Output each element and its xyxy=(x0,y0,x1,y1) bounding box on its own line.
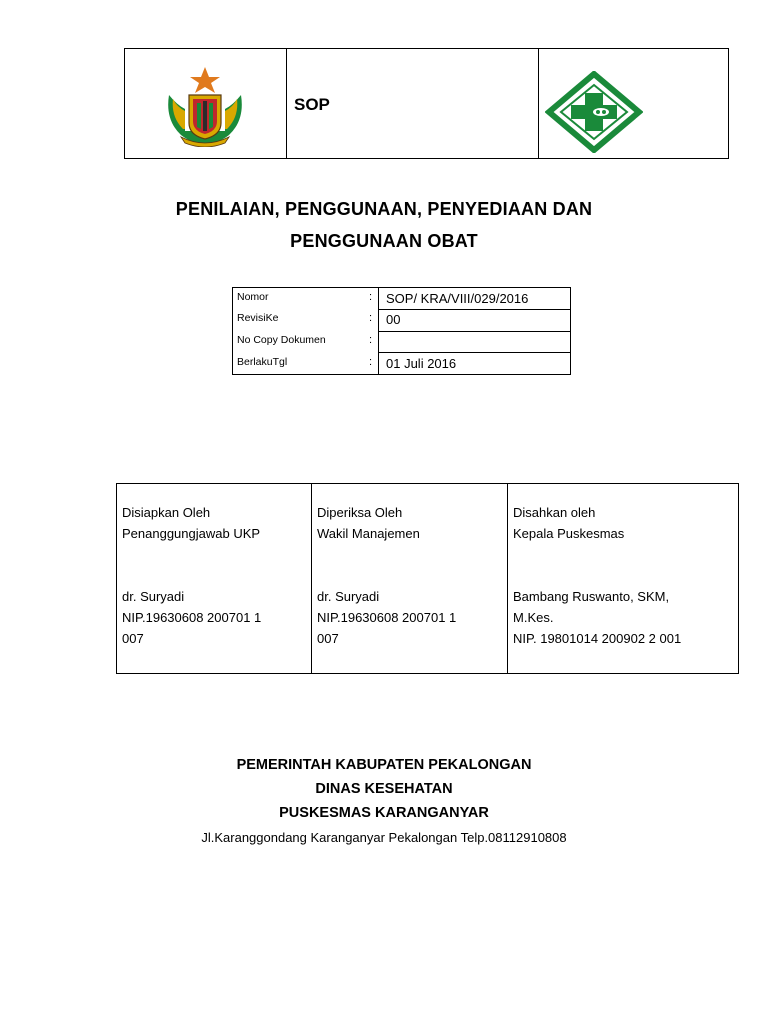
signature-column-checked xyxy=(312,484,508,673)
header-title-cell xyxy=(287,49,539,158)
signature-nip: NIP. 19801014 200902 2 001 xyxy=(513,631,682,646)
info-line-right xyxy=(570,287,571,375)
info-value: 00 xyxy=(386,312,401,327)
info-colon: : xyxy=(369,312,373,324)
signature-role: Penanggungjawab UKP xyxy=(122,526,261,541)
info-colon: : xyxy=(369,334,373,346)
signature-name: Bambang Ruswanto, SKM, xyxy=(513,589,670,604)
signature-nip-cont: 007 xyxy=(122,631,144,646)
info-value: SOP/ KRA/VIII/029/2016 xyxy=(386,291,529,306)
info-line-row2 xyxy=(378,331,571,332)
signature-heading: Diperiksa Oleh xyxy=(317,505,403,520)
info-colon: : xyxy=(369,291,373,303)
info-line-left xyxy=(232,287,233,375)
document-title-line-1: PENILAIAN, PENGGUNAAN, PENYEDIAAN DAN xyxy=(175,199,593,219)
footer-department: DINAS KESEHATAN xyxy=(315,781,453,797)
header-logo-cell-left xyxy=(125,49,287,158)
header-table xyxy=(124,48,729,159)
signature-column-prepared xyxy=(117,484,312,673)
puskesmas-green-cross-logo xyxy=(545,71,643,153)
header-logo-cell-right xyxy=(539,49,728,158)
info-line-mid xyxy=(378,287,379,375)
info-label: No Copy Dokumen xyxy=(237,334,326,346)
signature-role: Kepala Puskesmas xyxy=(513,526,625,541)
signature-table xyxy=(116,483,739,674)
regency-coat-of-arms-logo xyxy=(163,65,247,147)
info-line-row3 xyxy=(378,352,571,353)
info-label: RevisiKe xyxy=(237,312,279,324)
footer-government: PEMERINTAH KABUPATEN PEKALONGAN xyxy=(236,757,532,773)
footer-puskesmas: PUSKESMAS KARANGANYAR xyxy=(279,805,489,821)
info-label: Nomor xyxy=(237,291,269,303)
signature-nip: NIP.19630608 200701 1 xyxy=(317,610,457,625)
info-line-top xyxy=(232,287,571,288)
signature-nip-cont: 007 xyxy=(317,631,339,646)
info-row-revisi xyxy=(232,309,570,330)
info-row-copy xyxy=(232,331,570,352)
signature-name-cont: M.Kes. xyxy=(513,610,554,625)
info-line-bottom xyxy=(232,374,571,375)
signature-nip: NIP.19630608 200701 1 xyxy=(122,610,262,625)
info-label: BerlakuTgl xyxy=(237,356,288,368)
info-line-row1 xyxy=(378,309,571,310)
signature-name: dr. Suryadi xyxy=(122,589,185,604)
signature-name: dr. Suryadi xyxy=(317,589,380,604)
info-value: 01 Juli 2016 xyxy=(386,356,457,371)
signature-role: Wakil Manajemen xyxy=(317,526,420,541)
info-row-berlaku xyxy=(232,353,570,374)
signature-heading: Disahkan oleh xyxy=(513,505,596,520)
signature-column-approved xyxy=(508,484,738,673)
info-row-nomor xyxy=(232,287,570,308)
document-title-line-2: PENGGUNAAN OBAT xyxy=(290,231,478,251)
header-title: SOP xyxy=(294,95,330,114)
info-colon: : xyxy=(369,356,373,368)
footer-address: Jl.Karanggondang Karanganyar Pekalongan Telp.08112910808 xyxy=(201,830,567,845)
signature-heading: Disiapkan Oleh xyxy=(122,505,211,520)
